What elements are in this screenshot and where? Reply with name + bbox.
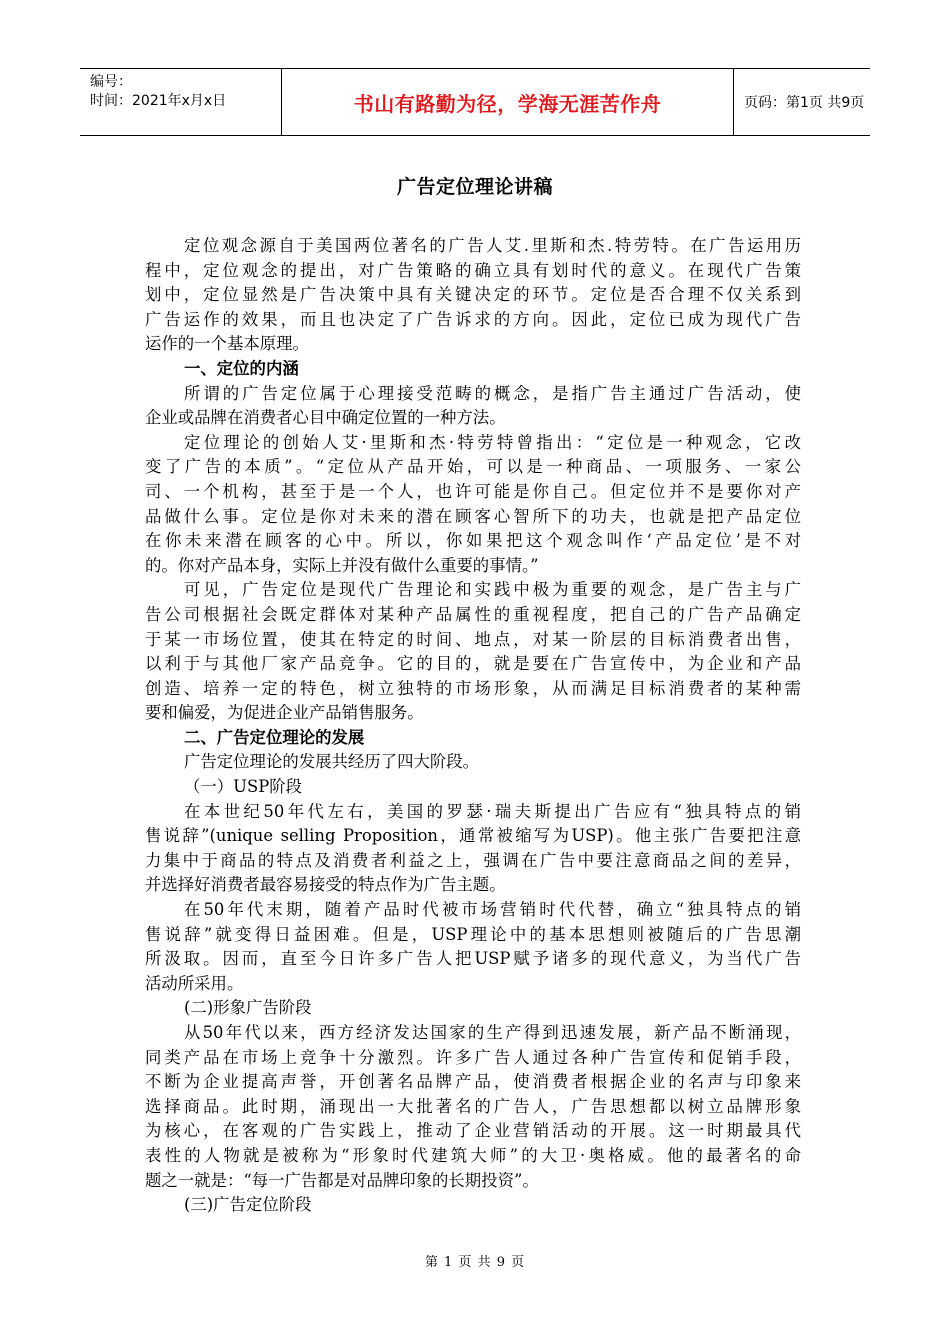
- header-page-info: 页码：第1页 共9页: [744, 95, 865, 111]
- body-line: 广告运作的效果，而且也决定了广告诉求的方向。因此，定位已成为现代广告: [145, 309, 801, 329]
- body-line: 以利于与其他厂家产品竞争。它的目的，就是要在广告宣传中，为企业和产品: [145, 654, 801, 674]
- body-line: 活动所采用。: [145, 973, 244, 993]
- body-line: 并选择好消费者最容易接受的特点作为广告主题。: [145, 875, 506, 895]
- body-line: 在本世纪50年代左右，美国的罗瑟·瑞夫斯提出广告应有“独具特点的销: [184, 801, 801, 821]
- body-line: 从50年代以来，西方经济发达国家的生产得到迅速发展，新产品不断涌现，: [184, 1023, 801, 1042]
- body-line: 力集中于商品的特点及消费者利益之上，强调在广告中要注意商品之间的差异，: [145, 850, 801, 870]
- body-line: 创造、培养一定的特色，树立独特的市场形象，从而满足目标消费者的某种需: [145, 678, 801, 698]
- body-line: 不断为企业提高声誉，开创著名品牌产品，使消费者根据企业的名声与印象来: [145, 1072, 801, 1092]
- body-line: 同类产品在市场上竞争十分激烈。许多广告人通过各种广告宣传和促销手段，: [145, 1047, 801, 1067]
- page-header: [80, 68, 870, 136]
- body-line: 广告定位理论的发展共经历了四大阶段。: [184, 752, 480, 772]
- body-line: 所谓的广告定位属于心理接受范畴的概念，是指广告主通过广告活动，使: [184, 383, 801, 403]
- document-body: [145, 234, 801, 1218]
- body-line: 企业或品牌在消费者心目中确定位置的一种方法。: [145, 408, 506, 428]
- body-line: 告公司根据社会既定群体对某种产品属性的重视程度，把自己的广告产品确定: [145, 604, 801, 624]
- body-line: 划中，定位显然是广告决策中具有关键决定的环节。定位是否合理不仅关系到: [145, 285, 801, 305]
- document-number-label: 编号：: [90, 74, 132, 90]
- body-line: 在50年代末期，随着产品时代被市场营销时代代替，确立“独具特点的销: [184, 900, 801, 920]
- header-meta-cell: [80, 69, 282, 135]
- body-line: 定位观念源自于美国两位著名的广告人艾.里斯和杰.特劳特。在广告运用历: [184, 236, 801, 255]
- body-line: 司、一个机构，甚至于是一个人，也许可能是你自己。但定位并不是要你对产: [145, 481, 801, 501]
- body-line: 售说辞”就变得日益困难。但是，USP理论中的基本思想则被随后的广告思潮: [145, 924, 801, 944]
- body-line: 可见，广告定位是现代广告理论和实践中极为重要的观念，是广告主与广: [184, 580, 801, 600]
- subsection-heading: （一）USP阶段: [184, 777, 303, 797]
- body-line: 要和偏爱，为促进企业产品销售服务。: [145, 703, 424, 723]
- body-line: 售说辞”(unique selling Proposition，通常被缩写为USP)。他主张广告要把注意: [145, 826, 801, 846]
- body-line: 的。你对产品本身，实际上并没有做什么重要的事情。”: [145, 555, 539, 575]
- subsection-heading: (三)广告定位阶段: [184, 1195, 312, 1215]
- body-line: 于某一市场位置，使其在特定的时间、地点，对某一阶层的目标消费者出售，: [145, 629, 801, 649]
- body-line: 在你未来潜在顾客的心中。所以，你如果把这个观念叫作‘产品定位’是不对: [145, 531, 801, 551]
- body-line: 题之一就是：“每一广告都是对品牌印象的长期投资”。: [145, 1170, 539, 1190]
- body-line: 定位理论的创始人艾·里斯和杰·特劳特曾指出：“定位是一种观念，它改: [184, 432, 801, 452]
- body-line: 选择商品。此时期，涌现出一大批著名的广告人，广告思想都以树立品牌形象: [145, 1096, 801, 1116]
- body-line: 运作的一个基本原理。: [145, 334, 309, 354]
- section-heading: 一、定位的内涵: [184, 358, 299, 378]
- section-heading: 二、广告定位理论的发展: [184, 727, 365, 747]
- body-line: 为核心，在客观的广告实践上，推动了企业营销活动的开展。这一时期最具代: [145, 1121, 801, 1141]
- document-date: 时间：2021年x月x日: [90, 93, 227, 109]
- body-line: 表性的人物就是被称为“形象时代建筑大师”的大卫·奥格威。他的最著名的命: [145, 1145, 801, 1165]
- body-line: 所汲取。因而，直至今日许多广告人把USP赋予诸多的现代意义，为当代广告: [145, 949, 801, 969]
- page-footer: 第 1 页 共 9 页: [424, 1255, 526, 1270]
- body-line: 品做什么事。定位是你对未来的潜在顾客心智所下的功夫，也就是把产品定位: [145, 506, 801, 526]
- document-title: 广告定位理论讲稿: [396, 176, 553, 198]
- body-line: 变了广告的本质”。“定位从产品开始，可以是一种商品、一项服务、一家公: [145, 457, 801, 477]
- subsection-heading: (二)形象广告阶段: [184, 998, 312, 1018]
- body-line: 程中，定位观念的提出，对广告策略的确立具有划时代的意义。在现代广告策: [145, 260, 801, 280]
- header-motto: 书山有路勤为径，学海无涯苦作舟: [282, 69, 734, 135]
